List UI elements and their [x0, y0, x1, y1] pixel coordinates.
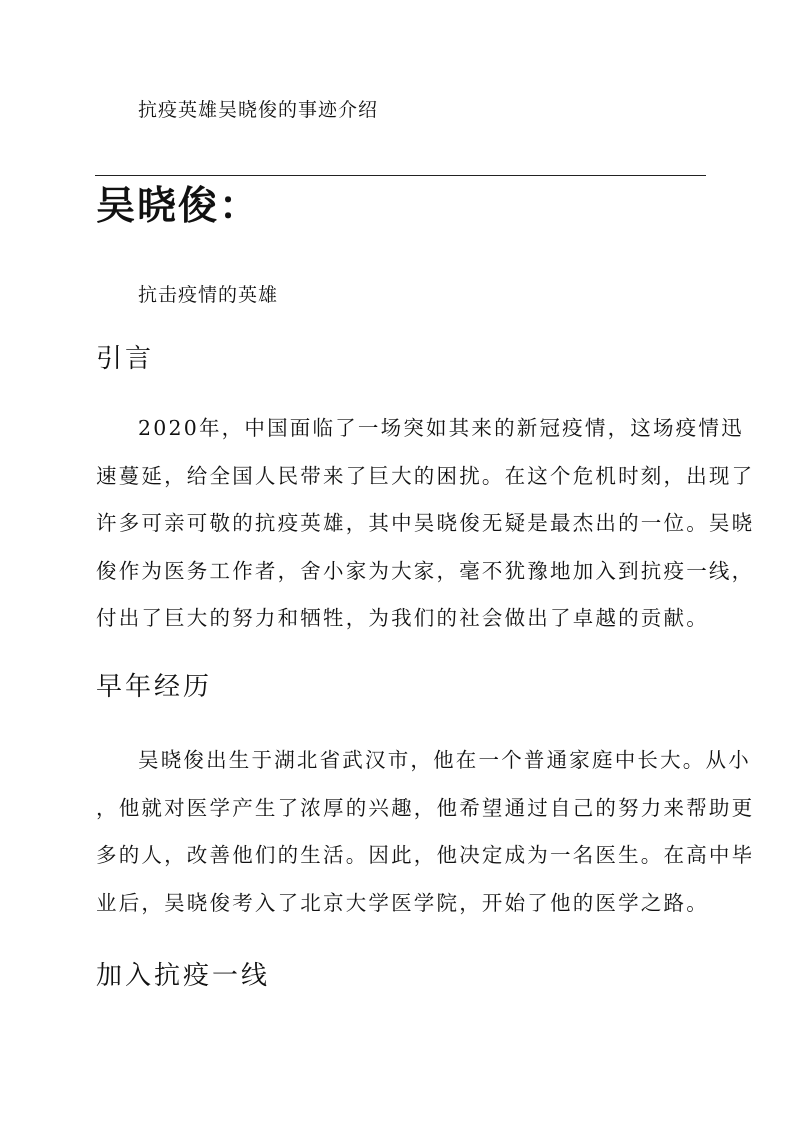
paragraph-line: ，他就对医学产生了浓厚的兴趣，他希望通过自己的努力来帮助更 [96, 795, 755, 820]
section-heading-joining-frontline: 加入抗疫一线 [96, 961, 271, 991]
paragraph-line: 付出了巨大的努力和牺牲，为我们的社会做出了卓越的贡献。 [96, 606, 709, 630]
paragraph-line: 俊作为医务工作者，舍小家为大家，毫不犹豫地加入到抗疫一线， [96, 558, 755, 583]
document-title: 抗疫英雄吴晓俊的事迹介绍 [138, 99, 379, 121]
header-divider [95, 175, 706, 176]
paragraph-line: 业后，吴晓俊考入了北京大学医学院，开始了他的医学之路。 [96, 890, 709, 915]
paragraph-early-life [96, 737, 755, 927]
paragraph-line: 速蔓延，给全国人民带来了巨大的困扰。在这个危机时刻，出现了 [96, 463, 755, 488]
paragraph-line: 多的人，改善他们的生活。因此，他决定成为一名医生。在高中毕 [96, 843, 755, 867]
paragraph-line: 吴晓俊出生于湖北省武汉市，他在一个普通家庭中长大。从小 [138, 748, 751, 772]
section-heading-introduction: 引言 [96, 344, 155, 374]
main-heading: 吴晓俊： [96, 183, 261, 229]
subtitle: 抗击疫情的英雄 [138, 284, 279, 306]
paragraph-line: 许多可亲可敬的抗疫英雄，其中吴晓俊无疑是最杰出的一位。吴晓 [96, 511, 755, 535]
paragraph-line: 2020年，中国面临了一场突如其来的新冠疫情，这场疫情迅 [138, 416, 744, 440]
section-heading-early-life: 早年经历 [96, 672, 213, 702]
paragraph-introduction [96, 405, 755, 643]
